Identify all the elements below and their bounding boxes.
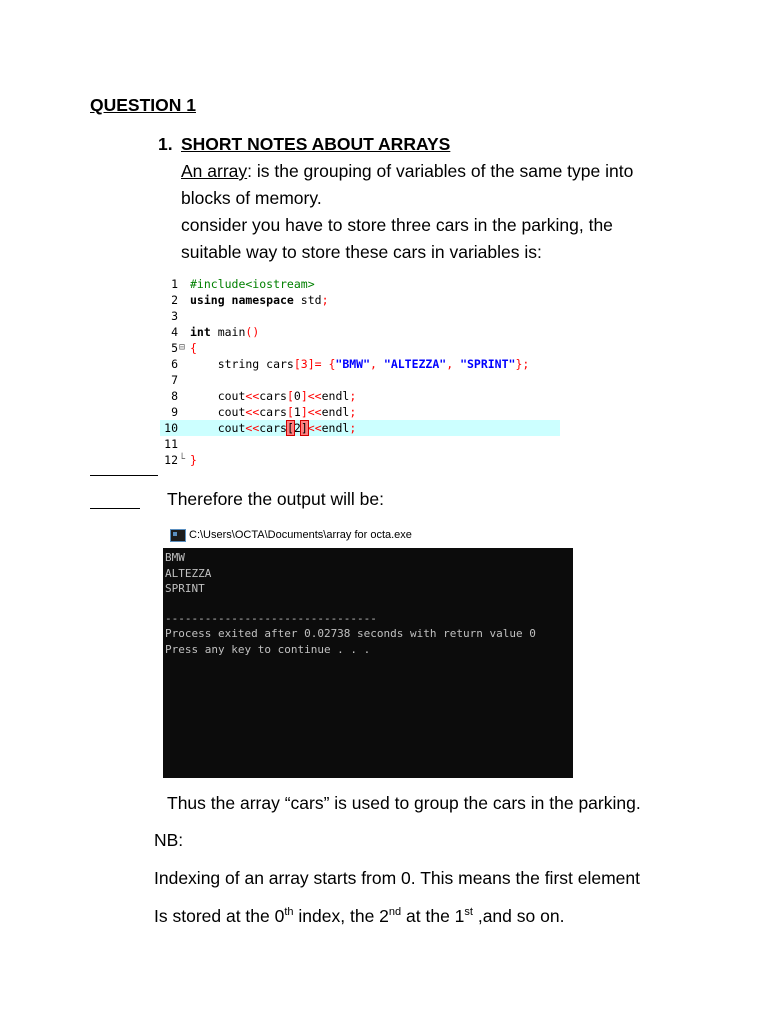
code-text: } — [190, 453, 197, 467]
line-number: 5 — [171, 341, 178, 355]
definition-line-1 — [181, 158, 633, 185]
fold-marker-icon: └ — [179, 454, 186, 465]
line-number: 8 — [171, 389, 178, 403]
code-line — [160, 404, 560, 420]
code-text: using namespace std; — [190, 293, 329, 307]
console-continue-line: Press any key to continue . . . — [165, 642, 371, 656]
section-number: 1. — [158, 134, 173, 154]
code-line — [160, 388, 560, 404]
line-number: 3 — [171, 309, 178, 323]
summary-text: Thus the array “cars” is used to group the cars in the parking. — [167, 793, 641, 813]
code-text: #include<iostream> — [190, 277, 315, 291]
console-exit-line: Process exited after 0.02738 seconds with return value 0 — [165, 627, 536, 640]
code-line — [160, 276, 560, 292]
question-heading: QUESTION 1 — [90, 95, 196, 115]
code-line — [160, 420, 560, 436]
horizontal-rule — [90, 475, 158, 476]
code-editor-screenshot — [160, 276, 560, 468]
console-line: SPRINT — [165, 582, 205, 595]
code-text: { — [190, 341, 197, 355]
console-separator: -------------------------------- — [165, 611, 377, 625]
horizontal-rule — [90, 508, 140, 509]
line-number: 6 — [171, 357, 178, 371]
code-line — [160, 372, 560, 388]
fold-marker-icon: ⊟ — [179, 342, 186, 353]
code-text: cout<<cars[1]<<endl; — [190, 405, 357, 419]
code-line — [160, 452, 560, 468]
line-number: 9 — [171, 405, 178, 419]
code-line — [160, 356, 560, 372]
line-number: 7 — [171, 373, 178, 387]
consider-line-1: consider you have to store three cars in the parking, the — [181, 215, 613, 235]
code-text: int main() — [190, 325, 260, 339]
console-window-screenshot — [163, 522, 573, 778]
consider-line-2: suitable way to store these cars in variables is: — [181, 242, 542, 262]
code-line — [160, 324, 560, 340]
nb-line-1: Indexing of an array starts from 0. This means the first element — [154, 868, 641, 888]
code-line — [160, 292, 560, 308]
definition-text: : is the grouping of variables of the same type into — [247, 161, 634, 181]
line-number: 2 — [171, 293, 178, 307]
console-output — [165, 550, 571, 657]
definition-term: An array — [181, 161, 248, 181]
output-intro: Therefore the output will be: — [167, 489, 384, 509]
code-text: string cars[3]= {"BMW", "ALTEZZA", "SPRINT"}; — [190, 357, 530, 371]
line-number: 10 — [164, 421, 178, 435]
console-title: C:\Users\OCTA\Documents\array for octa.exe — [189, 529, 412, 541]
definition-line-2: blocks of memory. — [181, 188, 322, 208]
nb-line-2: Is stored at the 0th index, the 2nd at the 1st ,and so on. — [154, 906, 565, 926]
code-text: cout<<cars[2]<<endl; — [190, 421, 357, 435]
line-number: 1 — [171, 277, 178, 291]
section-title: SHORT NOTES ABOUT ARRAYS — [181, 134, 451, 154]
console-app-icon — [170, 529, 186, 542]
nb-label: NB: — [154, 830, 184, 850]
code-text: cout<<cars[0]<<endl; — [190, 389, 357, 403]
line-number: 11 — [164, 437, 178, 451]
code-line — [160, 436, 560, 452]
code-line — [160, 308, 560, 324]
line-number: 12 — [164, 453, 178, 467]
console-line: ALTEZZA — [165, 566, 212, 580]
code-line — [160, 340, 560, 356]
console-line: BMW — [165, 551, 185, 564]
line-number: 4 — [171, 325, 178, 339]
console-titlebar — [163, 522, 573, 548]
